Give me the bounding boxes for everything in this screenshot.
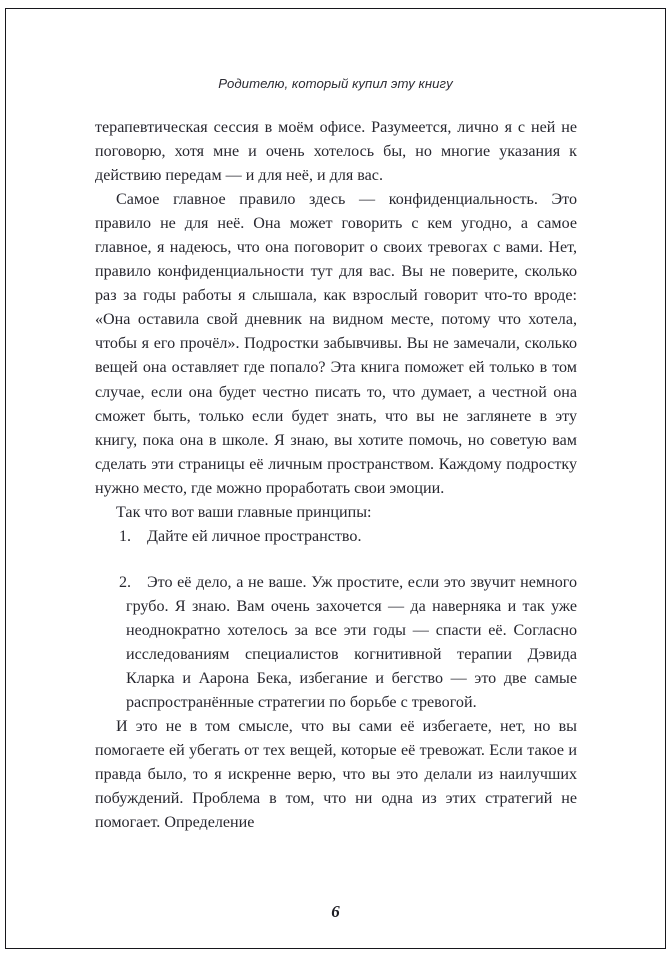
page-number: 6 <box>331 902 340 921</box>
paragraph-continuation: терапевтическая сессия в моём офисе. Разумеется, лично я с ней не поговорю, хотя мне и очень хотелось бы, но многие указания к действию передам — и для неё, и для вас. <box>95 119 577 185</box>
principle-item-1 <box>95 525 577 549</box>
principle-item-2 <box>95 571 577 715</box>
running-head: Родителю, который купил эту книгу <box>218 76 453 91</box>
paragraph-avoidance: И это не в том смысле, что вы сами её избегаете, нет, но вы помогаете ей убегать от тех вещей, которые её тревожат. Если такое и правда было, то я искренне верю, что вы это делали из наилучших побуждений. Проблема в том, что ни одна из этих стратегий не помогает. Определение <box>95 718 577 832</box>
body-text-column <box>95 116 577 835</box>
paragraph-confidentiality: Самое главное правило здесь — конфиденциальность. Это правило не для неё. Она может говорить с кем угодно, а самое главное, я надеюсь, что она поговорит о своих тревогах с вами. Нет, правило конфиденциальности тут для вас. Вы не поверите, сколько раз за годы работы я слышала, как взрослый говорит что-то вроде: «Она оставила свой дневник на видном месте, потому что хотела, чтобы я его прочёл». Подростки забывчивы. Вы не замечали, сколько вещей она оставляет где попало? Эта книга поможет ей только в том случае, если она будет честно писать то, что думает, а честной она сможет быть, только если будет знать, что вы не заглянете в эту книгу, пока она в школе. Я знаю, вы хотите помочь, но советую вам сделать эти страницы её личным пространством. Каждому подростку нужно место, где можно проработать свои эмоции. <box>95 191 577 497</box>
principle-text-2: Это её дело, а не ваше. Уж простите, если это звучит немного грубо. Я знаю. Вам очень захочется — да наверняка и так уже неоднократно хотелось за все эти годы — спасти её. Согласно исследованиям специалистов когнитивной терапии Дэвида Кларка и Аарона Бека, избегание и бегство — это две самые распространённые стратегии по борьбе с тревогой. <box>126 573 577 712</box>
paragraph-principles-lead: Так что вот ваши главные принципы: <box>116 503 372 521</box>
principle-number-2: 2. <box>119 573 132 591</box>
principle-text-1: Дайте ей личное пространство. <box>147 527 362 545</box>
principle-number-1: 1. <box>119 527 132 545</box>
